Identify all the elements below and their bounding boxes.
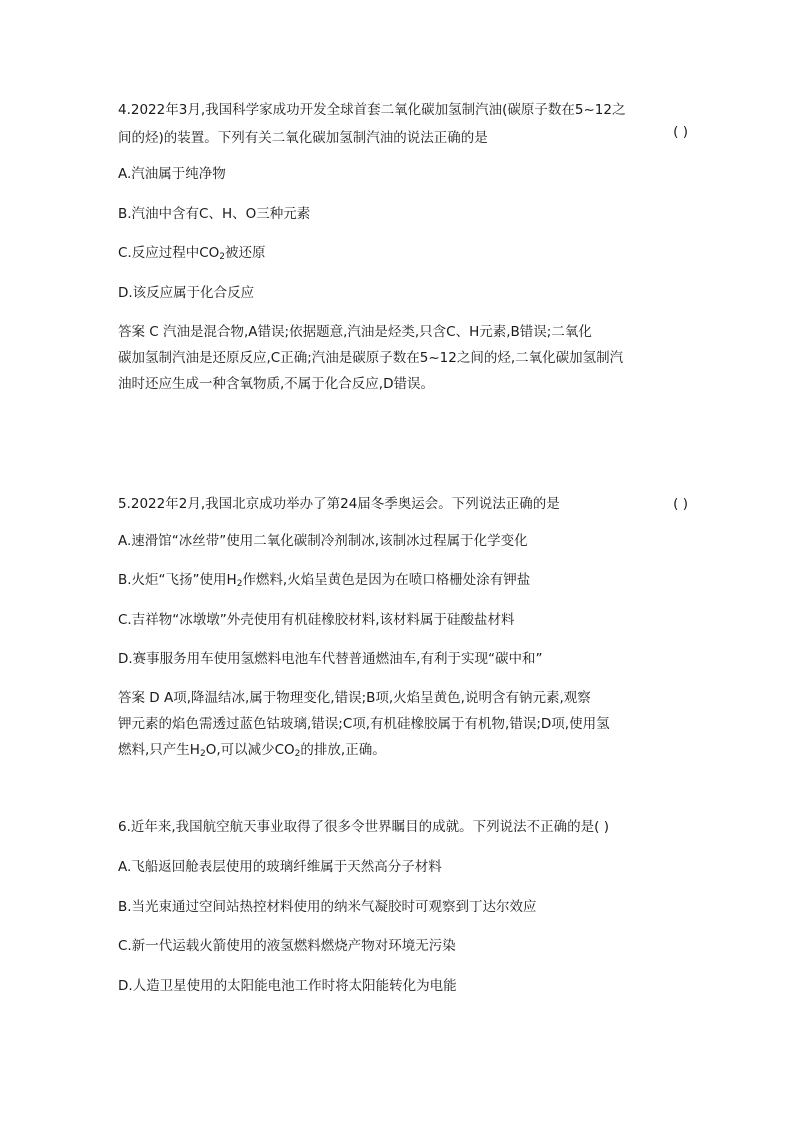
q4-option-c-prefix: C.反应过程中CO: [118, 245, 220, 261]
q5-answer-bracket: ( ): [673, 496, 688, 512]
q5-answer-line2: 钾元素的焰色需透过蓝色钴玻璃,错误;C项,有机硅橡胶属于有机物,错误;D项,使用氢: [118, 716, 610, 732]
q6-option-a: A.飞船返回舱表层使用的玻璃纤维属于天然高分子材料: [118, 859, 442, 875]
question-4-stem: [118, 96, 688, 152]
q4-answer-line1: 答案 C 汽油是混合物,A错误;依据题意,汽油是烃类,只含C、H元素,B错误;二氧化: [118, 324, 592, 340]
q5-answer: [118, 685, 678, 767]
q5-answer-line3: [118, 737, 678, 767]
q5-option-b-sub: 2: [236, 579, 243, 589]
q4-stem-line1: 4.2022年3月,我国科学家成功开发全球首套二氧化碳加氢制汽油(碳原子数在5~12之: [118, 102, 626, 118]
q5-option-b-prefix: B.火炬“飞扬”使用H: [118, 572, 237, 588]
q5-answer-line3-p3: 的排放,正确。: [300, 742, 386, 758]
q4-option-d: D.该反应属于化合反应: [118, 285, 255, 301]
q4-answer-line2: 碳加氢制汽油是还原反应,C正确;汽油是碳原子数在5~12之间的烃,二氧化碳加氢制汽: [118, 350, 624, 366]
q6-stem: 6.近年来,我国航空航天事业取得了很多令世界瞩目的成就。下列说法不正确的是( ): [118, 819, 609, 835]
q4-answer: [118, 319, 678, 397]
question-5-stem: [118, 490, 688, 518]
q4-answer-bracket: ( ): [673, 124, 688, 140]
question-6-stem: [118, 813, 678, 841]
q5-answer-line3-p2: O,可以减少CO: [205, 742, 295, 758]
q5-answer-line3-p1: 燃料,只产生H: [118, 742, 200, 758]
q4-option-c-suffix: 被还原: [225, 245, 266, 261]
q5-option-b-suffix: 作燃料,火焰呈黄色是因为在喷口格栅处涂有钾盐: [242, 572, 531, 588]
q4-option-b: B.汽油中含有C、H、O三种元素: [118, 206, 311, 222]
q6-option-b: B.当光束通过空间站热控材料使用的纳米气凝胶时可观察到丁达尔效应: [118, 899, 537, 915]
q5-answer-line3-s2: 2: [294, 749, 301, 759]
q4-option-a: A.汽油属于纯净物: [118, 166, 226, 182]
q5-option-a: A.速滑馆“冰丝带”使用二氧化碳制冷剂制冰,该制冰过程属于化学变化: [118, 533, 528, 549]
q5-answer-line1: 答案 D A项,降温结冰,属于物理变化,错误;B项,火焰呈黄色,说明含有钠元素,观察: [118, 690, 591, 706]
q4-answer-line3: 油时还应生成一种含氧物质,不属于化合反应,D错误。: [118, 376, 434, 392]
q4-option-c-sub: 2: [219, 252, 226, 262]
q5-option-d: D.赛事服务用车使用氢燃料电池车代替普通燃油车,有利于实现“碳中和”: [118, 651, 543, 667]
q4-option-c: [118, 243, 266, 267]
q5-option-b: [118, 570, 530, 594]
q5-answer-line3-s1: 2: [199, 749, 206, 759]
q4-stem-line2: 间的烃)的装置。下列有关二氧化碳加氢制汽油的说法正确的是: [118, 130, 488, 146]
q5-stem: 5.2022年2月,我国北京成功举办了第24届冬季奥运会。下列说法正确的是: [118, 496, 560, 512]
q6-option-d: D.人造卫星使用的太阳能电池工作时将太阳能转化为电能: [118, 978, 457, 994]
q6-option-c: C.新一代运载火箭使用的液氢燃料燃烧产物对环境无污染: [118, 938, 456, 954]
q5-option-c: C.吉祥物“冰墩墩”外壳使用有机硅橡胶材料,该材料属于硅酸盐材料: [118, 612, 515, 628]
